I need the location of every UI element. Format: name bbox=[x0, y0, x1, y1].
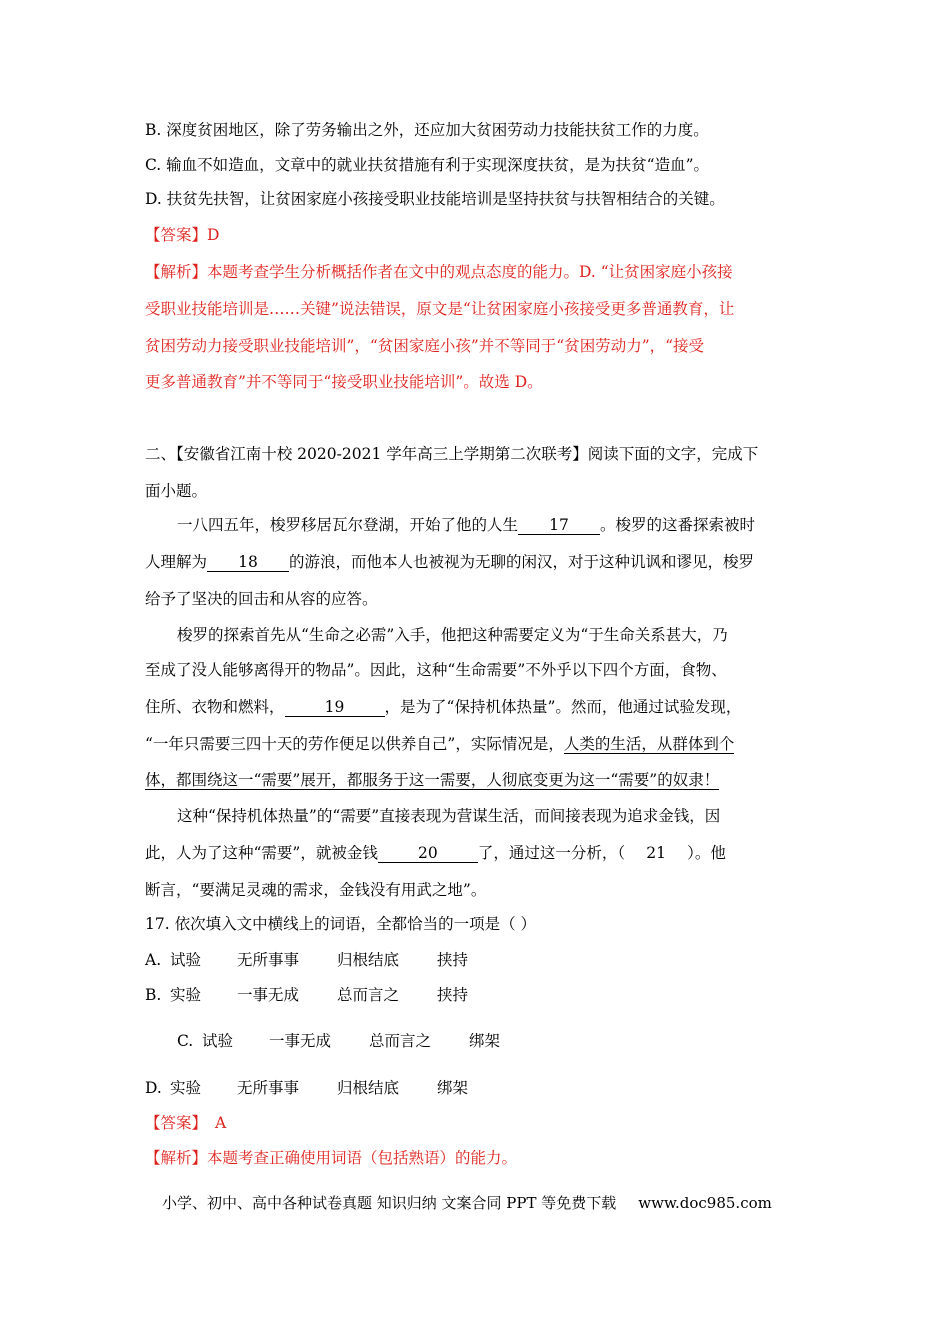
passage-line bbox=[145, 552, 754, 572]
section-2-heading: 二、【安徽省江南十校 2020-2021 学年高三上学期第二次联考】阅读下面的文字，完成下 bbox=[145, 445, 759, 463]
passage-text: 的游浪，而他本人也被视为无聊的闲汉，对于这种讥讽和谬见，梭罗 bbox=[289, 553, 755, 571]
option-b-prev: B. 深度贫困地区，除了劳务输出之外，还应加大贫困劳动力技能扶贫工作的力度。 bbox=[145, 121, 709, 139]
option-a bbox=[145, 950, 468, 970]
option-word: 实验 bbox=[170, 1079, 202, 1097]
option-word: 总而言之 bbox=[369, 1032, 432, 1050]
blank-18: 18 bbox=[207, 553, 289, 572]
passage-line bbox=[177, 515, 755, 535]
footer-url[interactable]: www.doc985.com bbox=[638, 1194, 772, 1212]
passage-text: 住所、衣物和燃料， bbox=[145, 698, 285, 716]
blank-20: 20 bbox=[378, 844, 478, 863]
blank-19: 19 bbox=[285, 698, 385, 717]
question-17-stem: 17. 依次填入文中横线上的词语，全都恰当的一项是（ ） bbox=[145, 915, 537, 933]
underlined-sentence: 人类的生活，从群体到个 bbox=[563, 735, 735, 753]
answer-value: D bbox=[207, 226, 220, 244]
analysis-1-line: 受职业技能培训是……关键”说法错误，原文是“让贫困家庭小孩接受更多普通教育，让 bbox=[145, 300, 735, 318]
option-c-prev: C. 输血不如造血，文章中的就业扶贫措施有利于实现深度扶贫，是为扶贫“造血”。 bbox=[145, 156, 710, 174]
option-letter: C. bbox=[177, 1032, 194, 1050]
option-word: 试验 bbox=[170, 951, 202, 969]
passage-text: 此，人为了这种“需要”，就被金钱 bbox=[145, 844, 378, 862]
blank-21: 21 bbox=[646, 844, 666, 862]
passage-line: 这种“保持机体热量”的“需要”直接表现为营谋生活，而间接表现为追求金钱，因 bbox=[177, 807, 721, 825]
option-word: 无所事事 bbox=[237, 1079, 300, 1097]
passage-text: 。梭罗的这番探索被时 bbox=[600, 516, 756, 534]
option-word: 实验 bbox=[170, 986, 202, 1004]
answer-2 bbox=[145, 1113, 226, 1133]
passage-text: ）。他 bbox=[687, 844, 726, 862]
passage-text: 一八四五年，梭罗移居瓦尔登湖，开始了他的人生 bbox=[177, 516, 519, 534]
option-b bbox=[145, 985, 468, 1005]
analysis-1-line: 贫困劳动力接受职业技能培训”，“贫困家庭小孩”并不等同于“贫困劳动力”，“接受 bbox=[145, 337, 705, 355]
answer-value: A bbox=[215, 1114, 227, 1132]
option-word: 绑架 bbox=[469, 1032, 501, 1050]
passage-text: 人理解为 bbox=[145, 553, 208, 571]
option-letter: D. bbox=[145, 1079, 162, 1097]
option-word: 无所事事 bbox=[237, 951, 300, 969]
page-footer bbox=[162, 1192, 772, 1213]
answer-label: 【答案】 bbox=[145, 226, 208, 244]
passage-text: ，是为了“保持机体热量”。然而，他通过试验发现， bbox=[384, 698, 742, 716]
analysis-2: 【解析】本题考查正确使用词语（包括熟语）的能力。 bbox=[145, 1149, 518, 1167]
option-c bbox=[177, 1031, 500, 1051]
option-letter: A. bbox=[145, 951, 162, 969]
option-word: 一事无成 bbox=[269, 1032, 332, 1050]
option-word: 挟持 bbox=[437, 986, 469, 1004]
passage-line bbox=[145, 770, 719, 790]
answer-label: 【答案】 bbox=[145, 1114, 208, 1132]
passage-line bbox=[145, 734, 734, 754]
section-2-heading-cont: 面小题。 bbox=[145, 482, 208, 500]
option-word: 绑架 bbox=[437, 1079, 469, 1097]
passage-line: 断言，“要满足灵魂的需求，金钱没有用武之地”。 bbox=[145, 881, 487, 899]
option-word: 归根结底 bbox=[337, 1079, 400, 1097]
blank-17: 17 bbox=[518, 516, 600, 535]
option-letter: B. bbox=[145, 986, 162, 1004]
underlined-sentence: 体，都围绕这一“需要”展开，都服务于这一需要，人彻底变更为这一“需要”的奴隶！ bbox=[145, 771, 720, 789]
passage-line bbox=[145, 843, 726, 863]
option-word: 归根结底 bbox=[337, 951, 400, 969]
option-d-prev: D. 扶贫先扶智，让贫困家庭小孩接受职业技能培训是坚持扶贫与扶智相结合的关键。 bbox=[145, 190, 725, 208]
passage-line: 至成了没人能够离得开的物品”。因此，这种“生命需要”不外乎以下四个方面，食物、 bbox=[145, 661, 727, 679]
passage-text: 了，通过这一分析，（ bbox=[477, 844, 626, 862]
footer-text: 小学、初中、高中各种试卷真题 知识归纳 文案合同 PPT 等免费下载 bbox=[162, 1194, 617, 1212]
analysis-1-line: 【解析】本题考查学生分析概括作者在文中的观点态度的能力。D. “让贫困家庭小孩接 bbox=[145, 263, 733, 281]
passage-line: 给予了坚决的回击和从容的应答。 bbox=[145, 590, 378, 608]
answer-1 bbox=[145, 225, 219, 245]
passage-line: 梭罗的探索首先从“生命之必需”入手，他把这种需要定义为“于生命关系甚大，乃 bbox=[177, 626, 728, 644]
option-word: 试验 bbox=[202, 1032, 234, 1050]
option-word: 挟持 bbox=[437, 951, 469, 969]
passage-text: “一年只需要三四十天的劳作便足以供养自己”，实际情况是， bbox=[145, 735, 564, 753]
option-word: 一事无成 bbox=[237, 986, 300, 1004]
passage-line bbox=[145, 697, 741, 717]
analysis-1-line: 更多普通教育”并不等同于“接受职业技能培训”。故选 D。 bbox=[145, 373, 543, 391]
option-d bbox=[145, 1078, 468, 1098]
option-word: 总而言之 bbox=[337, 986, 400, 1004]
